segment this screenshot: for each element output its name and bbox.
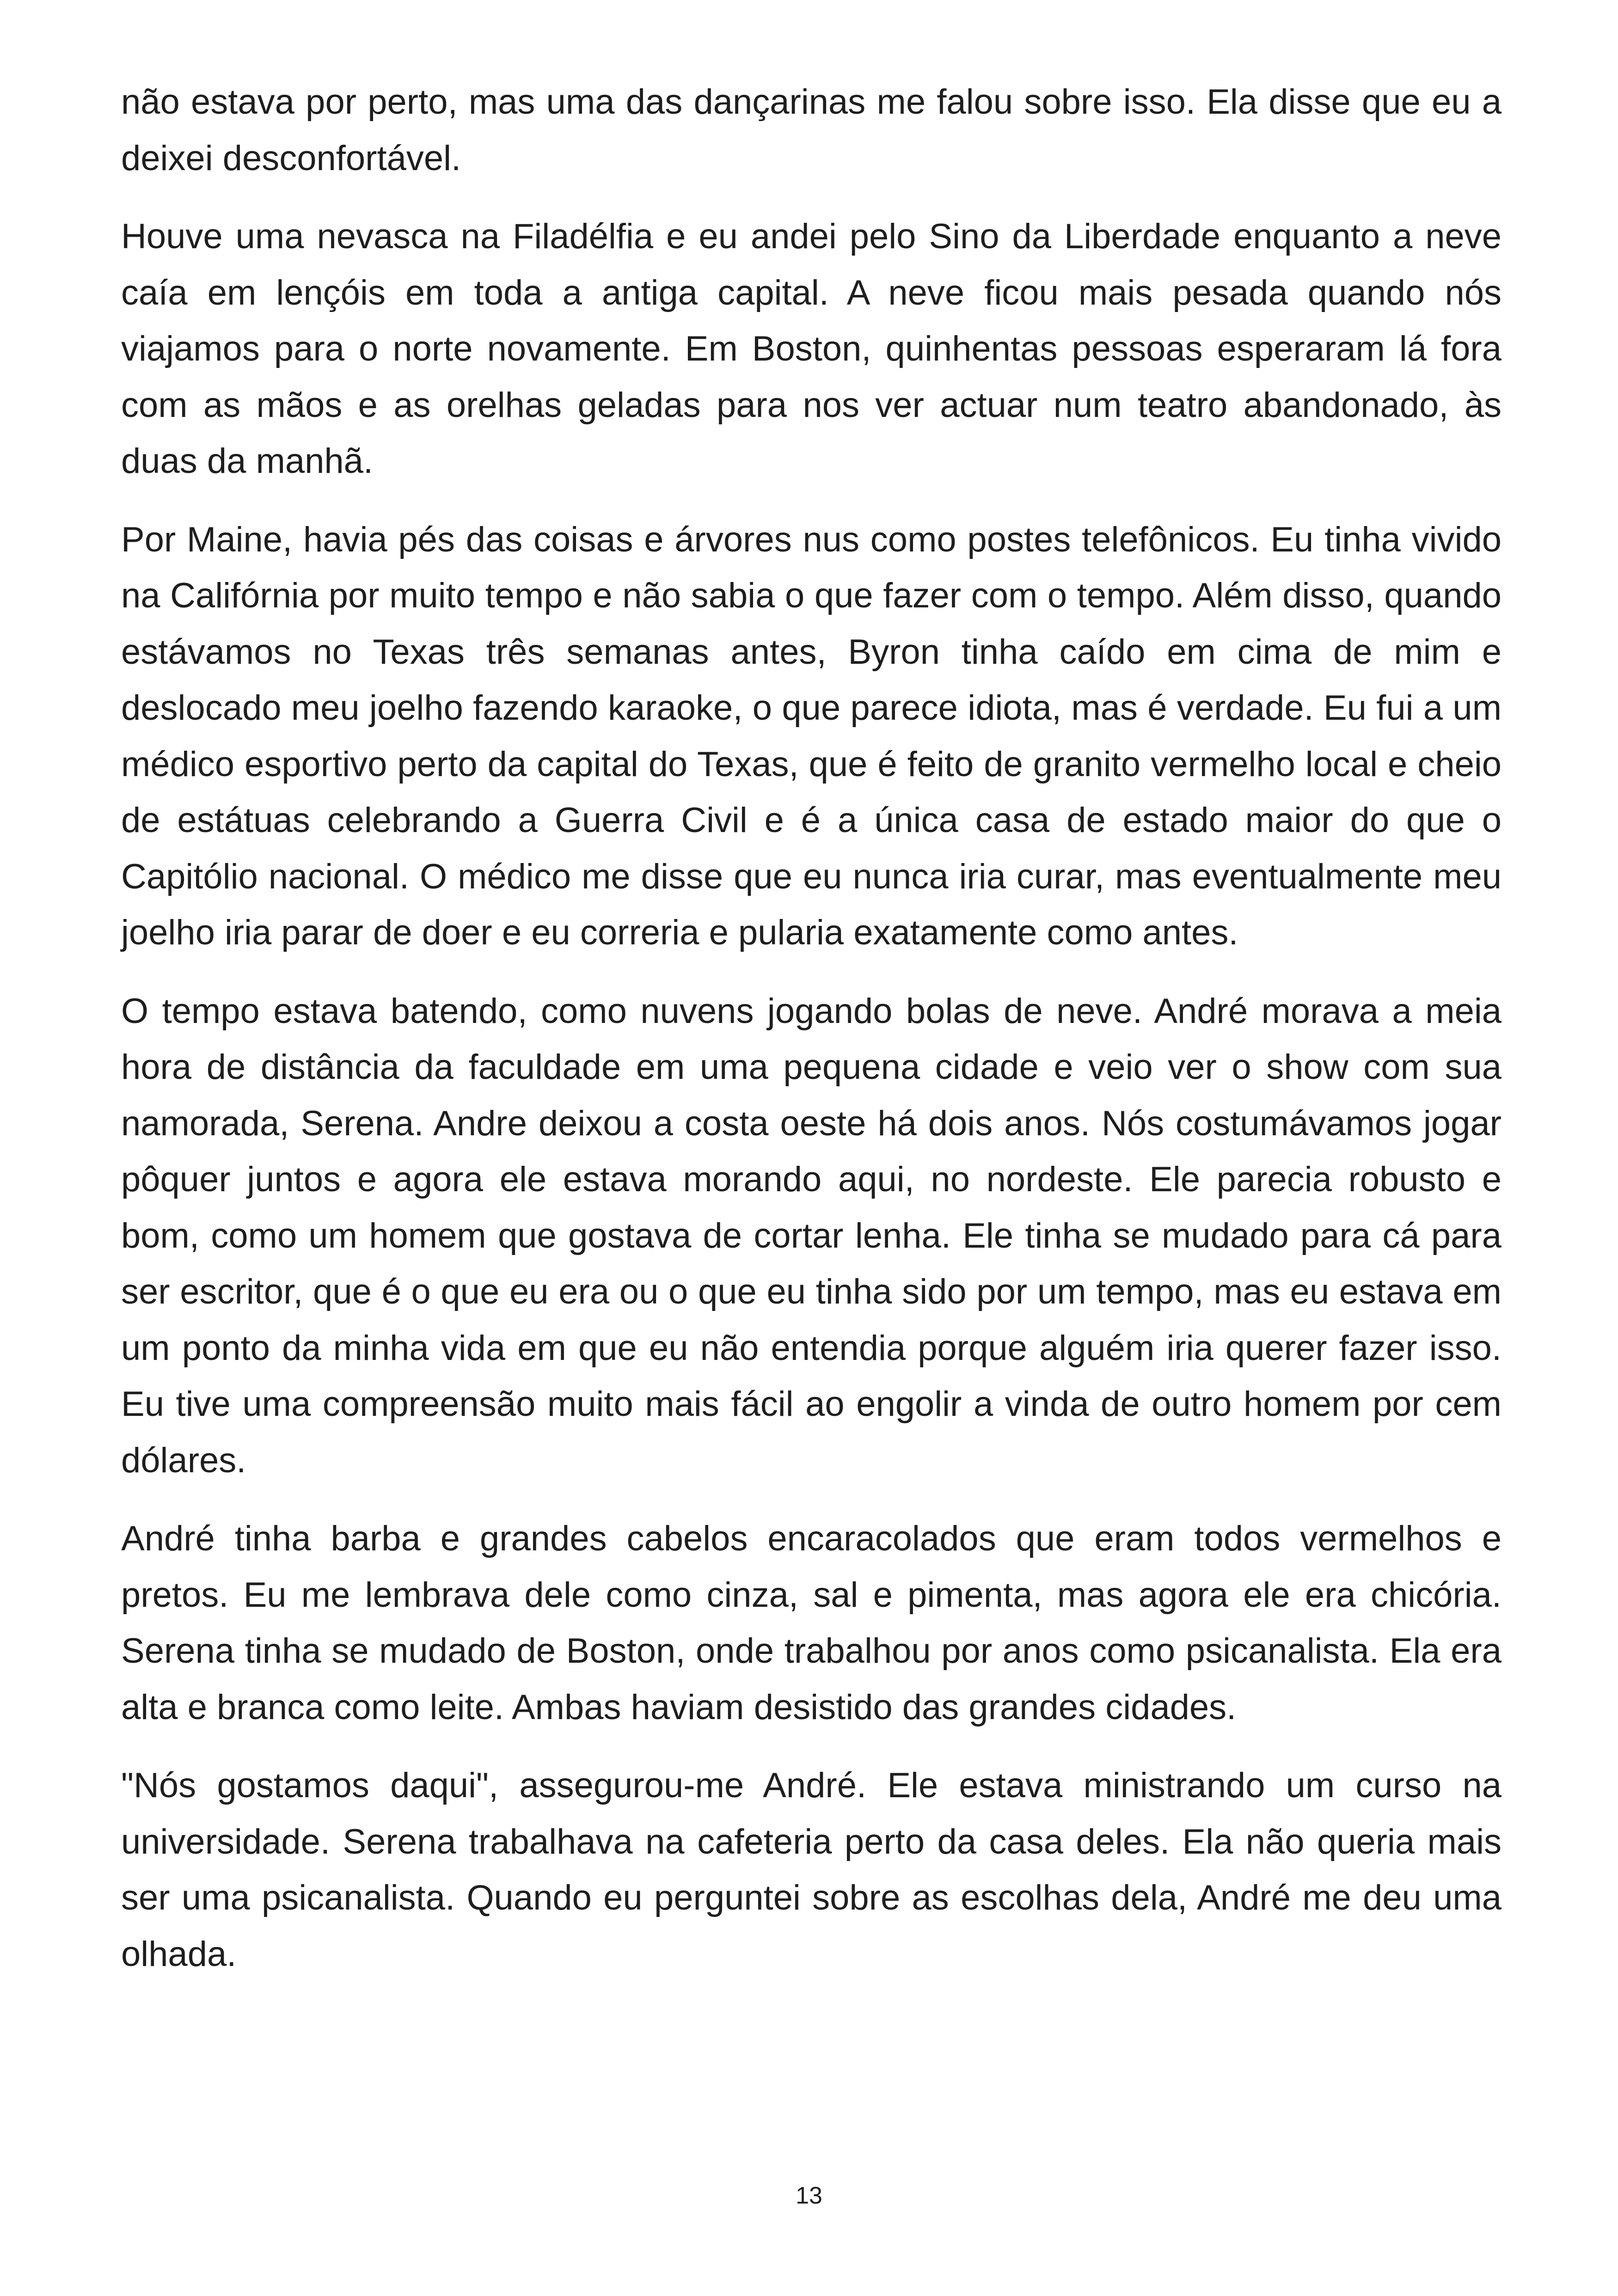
paragraph: André tinha barba e grandes cabelos encaracolados que eram todos vermelhos e pretos. Eu me lembrava dele como cinza, sal e pimenta, mas agora ele era chicória. Serena tinha se mudado de Boston, onde trabalhou por anos como psicanalista. Ela era alta e branca como leite. Ambas haviam desistido das grandes cidades. [121, 1519, 1502, 1727]
paragraph: Por Maine, havia pés das coisas e árvores nus como postes telefônicos. Eu tinha vivido na Califórnia por muito tempo e não sabia o que fazer com o tempo. Além disso, quando estávamos no Texas três semanas antes, Byron tinha caído em cima de mim e deslocado meu joelho fazendo karaoke, o que parece idiota, mas é verdade. Eu fui a um médico esportivo perto da capital do Texas, que é feito de granito vermelho local e cheio de estátuas celebrando a Guerra Civil e é a única casa de estado maior do que o Capitólio nacional. O médico me disse que eu nunca iria curar, mas eventualmente meu joelho iria parar de doer e eu correria e pularia exatamente como antes. [121, 520, 1502, 952]
page-body [121, 74, 1502, 2004]
paragraph: Houve uma nevasca na Filadélfia e eu andei pelo Sino da Liberdade enquanto a neve caía em lençóis em toda a antiga capital. A neve ficou mais pesada quando nós viajamos para o norte novamente. Em Boston, quinhentas pessoas esperaram lá fora com as mãos e as orelhas geladas para nos ver actuar num teatro abandonado, às duas da manhã. [121, 217, 1502, 481]
page-number: 13 [796, 2182, 822, 2209]
paragraph: O tempo estava batendo, como nuvens jogando bolas de neve. André morava a meia hora de distância da faculdade em uma pequena cidade e veio ver o show com sua namorada, Serena. Andre deixou a costa oeste há dois anos. Nós costumávamos jogar pôquer juntos e agora ele estava morando aqui, no nordeste. Ele parecia robusto e bom, como um homem que gostava de cortar lenha. Ele tinha se mudado para cá para ser escritor, que é o que eu era ou o que eu tinha sido por um tempo, mas eu estava em um ponto da minha vida em que eu não entendia porque alguém iria querer fazer isso. Eu tive uma compreensão muito mais fácil ao engolir a vinda de outro homem por cem dólares. [121, 991, 1502, 1480]
paragraph: não estava por perto, mas uma das dançarinas me falou sobre isso. Ela disse que eu a deixei desconfortável. [121, 82, 1502, 178]
paragraph: "Nós gostamos daqui", assegurou-me André. Ele estava ministrando um curso na universidade. Serena trabalhava na cafeteria perto da casa deles. Ela não queria mais ser uma psicanalista. Quando eu perguntei sobre as escolhas dela, André me deu uma olhada. [121, 1766, 1502, 1974]
